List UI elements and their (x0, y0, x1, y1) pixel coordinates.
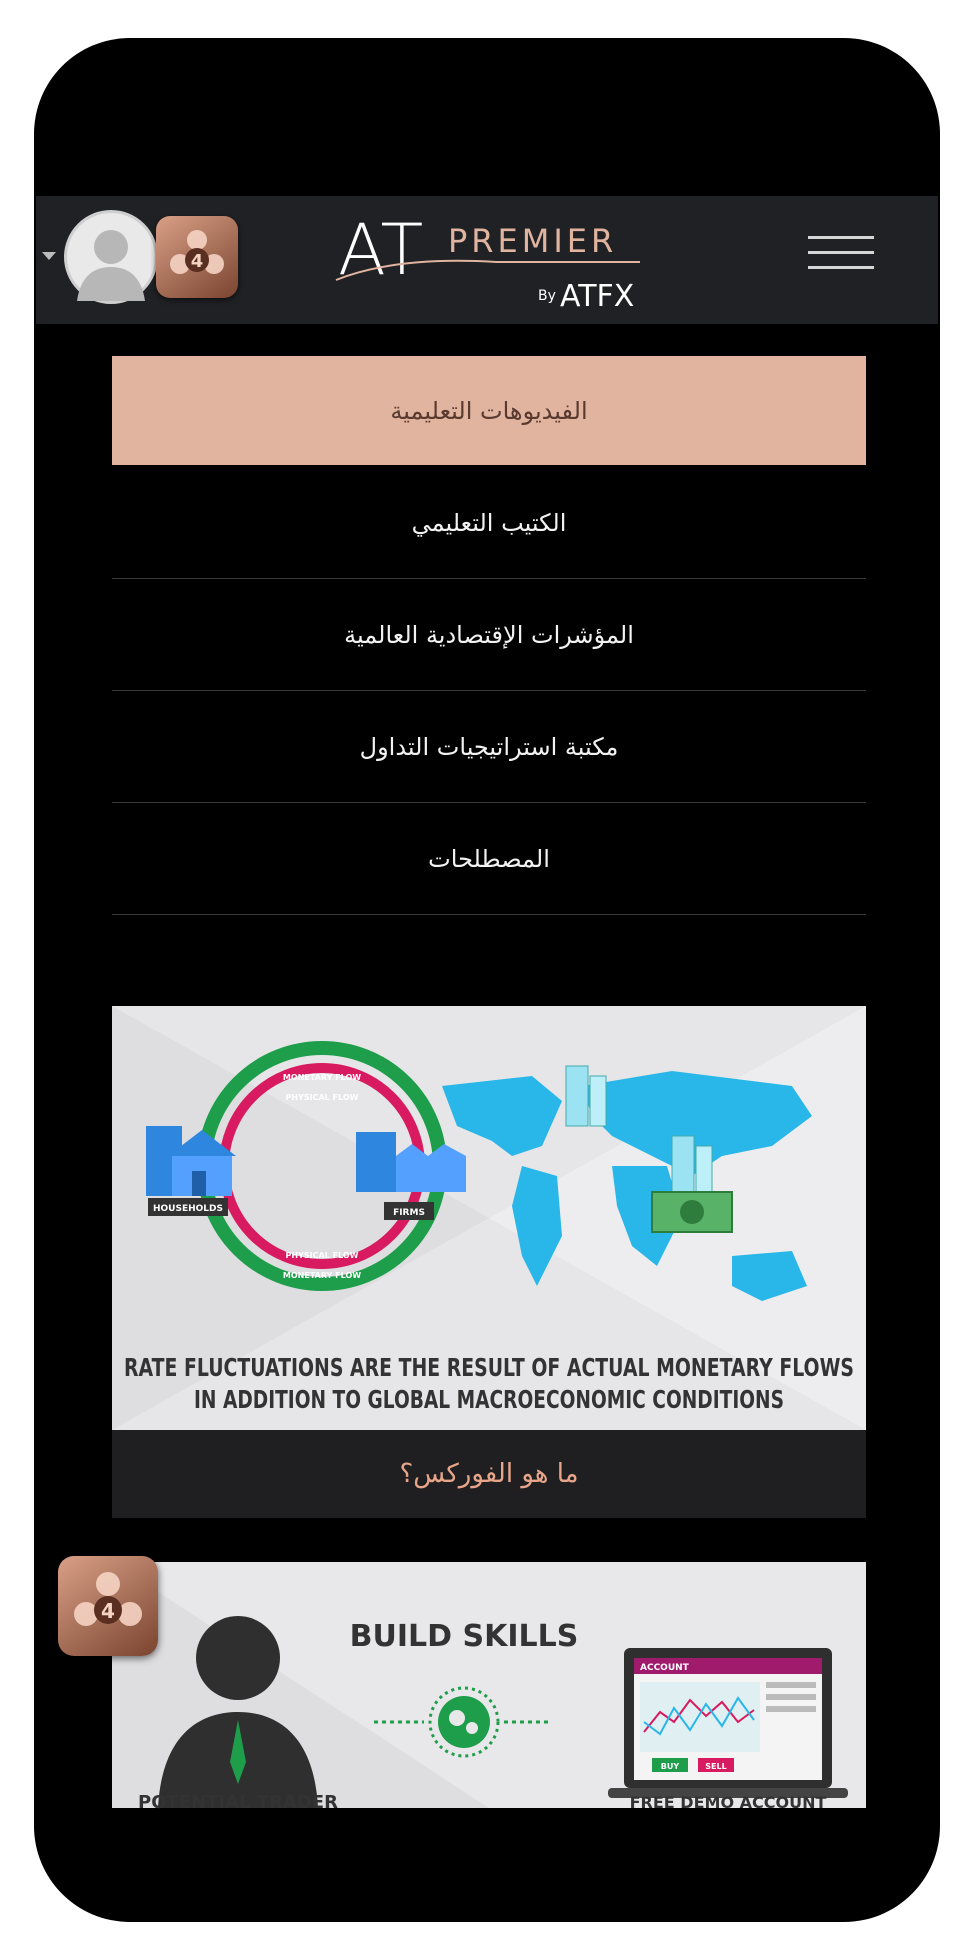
menu-item-strategies-library[interactable] (112, 691, 866, 803)
video-caption-forex[interactable] (112, 1430, 866, 1518)
menu-item-educational-videos[interactable] (112, 356, 866, 465)
account-dropdown-caret-icon[interactable] (42, 252, 56, 260)
logo-premier-text: PREMIER (448, 222, 618, 260)
label-households: HOUSEHOLDS (153, 1204, 223, 1214)
mt4-badge-number: 4 (101, 1599, 115, 1623)
mt4-badge-number: 4 (190, 251, 204, 272)
label-potential-trader: POTENTIAL TRADER (138, 1792, 338, 1813)
phone-frame (34, 38, 940, 1922)
menu-item-glossary[interactable] (112, 803, 866, 915)
label-physical-flow-top: PHYSICAL FLOW (285, 1093, 359, 1102)
label-build-skills: BUILD SKILLS (349, 1619, 579, 1654)
menu-item-label: الكتيب التعليمي (411, 508, 567, 537)
video-caption-text: ما هو الفوركس؟ (399, 1459, 579, 1489)
label-firms: FIRMS (393, 1208, 425, 1218)
banknote-icon (652, 1192, 732, 1232)
thumbnail-headline-line1: RATE FLUCTUATIONS ARE THE RESULT OF ACTUAL MONETARY FLOWS (124, 1353, 854, 1382)
label-free-demo-account: FREE DEMO ACCOUNT (629, 1793, 827, 1812)
metatrader4-icon (58, 1556, 158, 1656)
logo-at-text: AT (338, 209, 424, 291)
menu-item-label: المؤشرات الإقتصادية العالمية (344, 620, 634, 649)
logo-by-text: By (538, 288, 556, 304)
forex-flows-thumbnail (112, 1006, 866, 1430)
label-buy: BUY (660, 1762, 680, 1771)
education-menu (112, 356, 866, 915)
label-physical-flow-bottom: PHYSICAL FLOW (285, 1251, 359, 1260)
metatrader4-app-button[interactable] (156, 216, 238, 298)
menu-item-label: الفيديوهات التعليمية (390, 396, 588, 425)
video-card-build-skills[interactable] (112, 1562, 866, 1813)
menu-item-label: مكتبة استراتيجيات التداول (359, 732, 619, 761)
hamburger-menu-icon[interactable] (808, 236, 874, 272)
at-premier-logo[interactable] (336, 206, 656, 316)
label-monetary-flow-top: MONETARY FLOW (282, 1073, 362, 1082)
video-card-forex[interactable] (112, 1006, 866, 1431)
menu-item-educational-booklet[interactable] (112, 467, 866, 579)
label-account: ACCOUNT (640, 1663, 689, 1673)
label-sell: SELL (705, 1762, 727, 1771)
logo-atfx-text: ATFX (560, 279, 635, 314)
label-monetary-flow-bottom: MONETARY FLOW (282, 1271, 362, 1280)
gears-icon (438, 1696, 490, 1748)
floating-metatrader4-button[interactable] (58, 1556, 158, 1656)
app-header (36, 196, 938, 324)
build-skills-thumbnail (112, 1562, 866, 1813)
user-silhouette-icon (67, 213, 155, 301)
thumbnail-headline-line2: IN ADDITION TO GLOBAL MACROECONOMIC CONDITIONS (194, 1385, 784, 1414)
screen (36, 158, 938, 1813)
menu-item-label: المصطلحات (428, 844, 550, 873)
metatrader4-icon (156, 216, 238, 298)
menu-item-economic-indicators[interactable] (112, 579, 866, 691)
user-avatar[interactable] (64, 210, 158, 304)
